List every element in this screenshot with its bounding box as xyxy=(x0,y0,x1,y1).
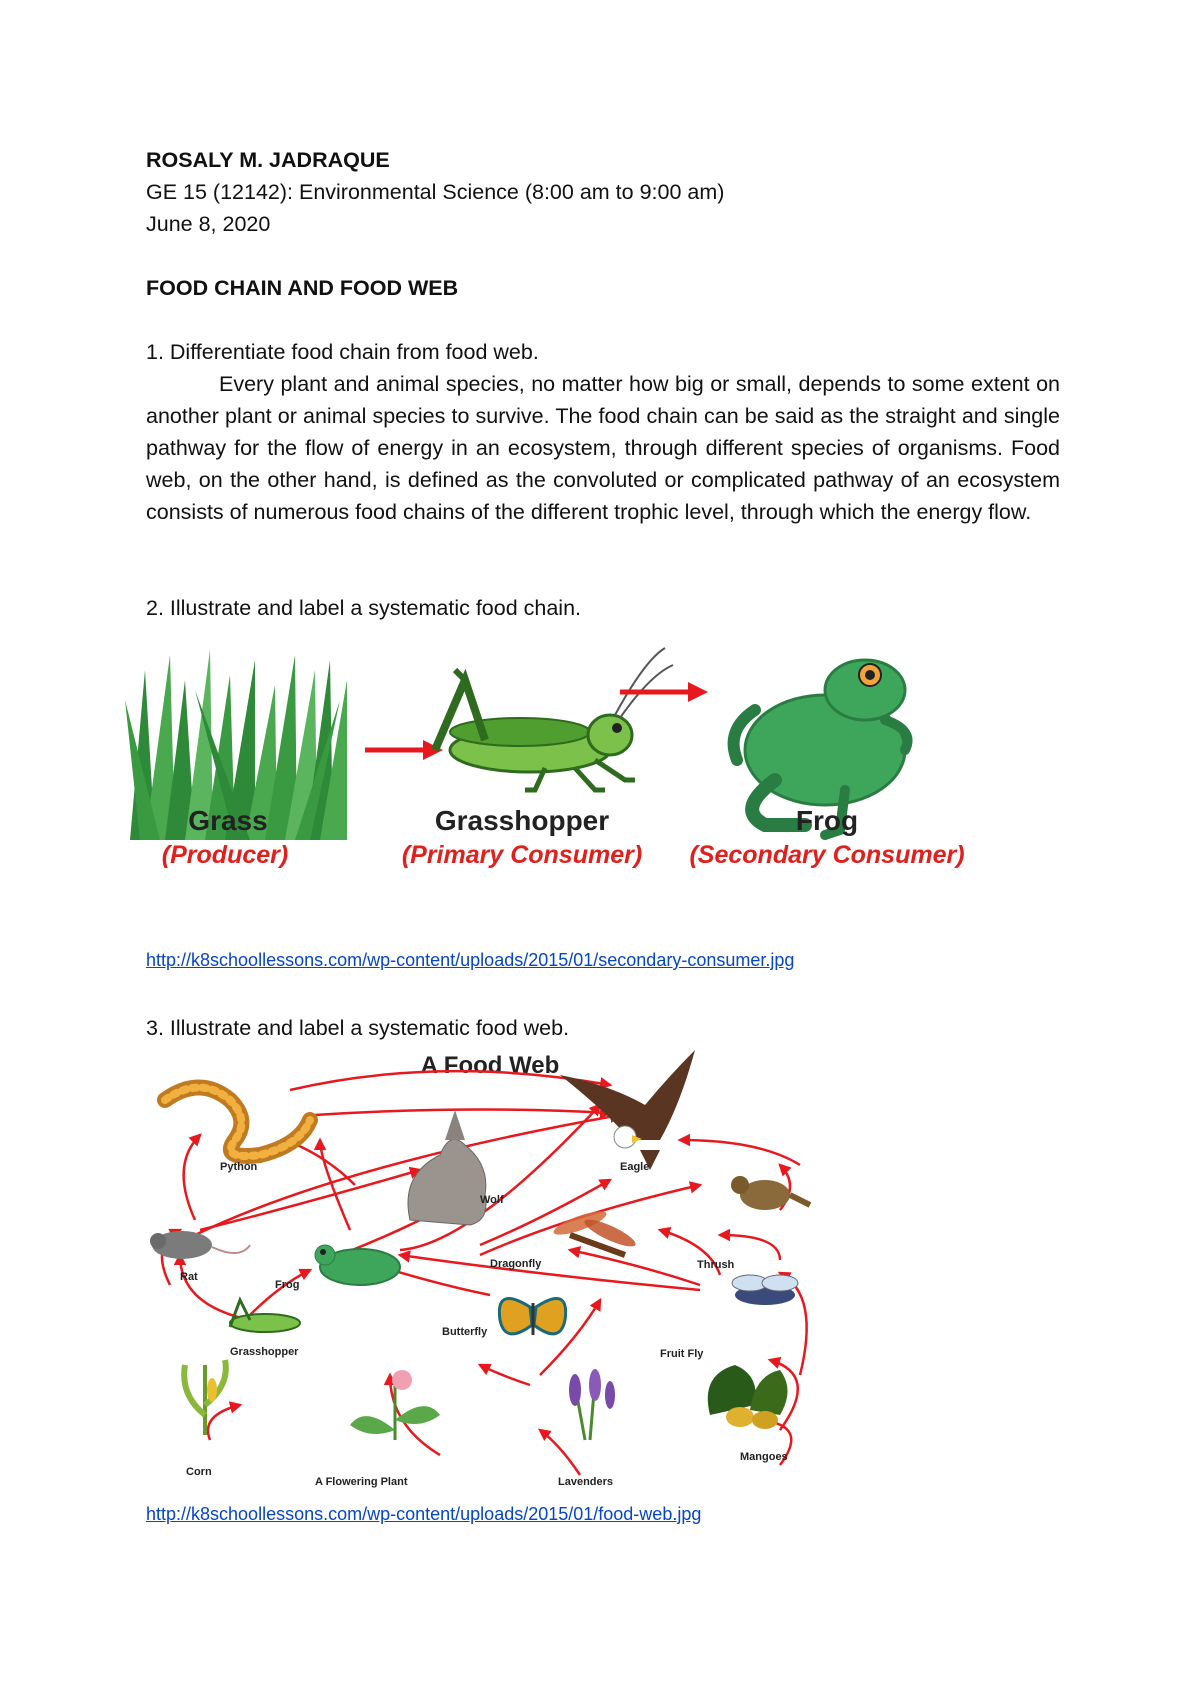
dragonfly-icon xyxy=(551,1207,638,1255)
wolf-icon xyxy=(408,1110,486,1225)
butterfly-icon xyxy=(499,1299,565,1335)
node-fruit-fly: Fruit Fly xyxy=(660,1348,704,1360)
chain-role-grasshopper: (Primary Consumer) xyxy=(401,841,643,869)
node-grasshopper: Grasshopper xyxy=(230,1346,299,1358)
eagle-icon xyxy=(560,1050,695,1170)
author-name: ROSALY M. JADRAQUE xyxy=(146,148,390,172)
node-python: Python xyxy=(220,1161,258,1173)
thrush-icon xyxy=(731,1176,810,1210)
node-dragonfly: Dragonfly xyxy=(490,1258,542,1270)
chain-label-grasshopper: Grasshopper xyxy=(434,805,610,836)
node-corn: Corn xyxy=(186,1466,212,1478)
lavenders-icon xyxy=(569,1369,615,1440)
food-web-figure xyxy=(140,1045,900,1495)
food-web-title: A Food Web xyxy=(420,1052,560,1079)
page-title: FOOD CHAIN AND FOOD WEB xyxy=(146,276,459,300)
grasshopper-icon xyxy=(435,648,673,790)
chain-role-frog: (Secondary Consumer) xyxy=(689,841,965,869)
node-flowering-plant: A Flowering Plant xyxy=(315,1476,408,1488)
arrow-icon xyxy=(365,740,443,760)
node-wolf: Wolf xyxy=(480,1194,504,1206)
node-thrush: Thrush xyxy=(697,1259,735,1271)
flowering-plant-icon xyxy=(350,1370,440,1440)
question-2: 2. Illustrate and label a systematic food chain. xyxy=(146,596,582,620)
chain-role-grass: (Producer) xyxy=(161,841,289,869)
frog-icon xyxy=(315,1245,400,1285)
node-frog: Frog xyxy=(275,1279,300,1291)
chain-label-grass: Grass xyxy=(188,805,268,836)
food-web-link[interactable]: http://k8schoollessons.com/wp-content/uploads/2015/01/food-web.jpg xyxy=(146,1504,702,1524)
node-eagle: Eagle xyxy=(620,1161,650,1173)
answer-1: Every plant and animal species, no matter how big or small, depends to some extent on another plant or animal species to survive. The food chain can be said as the straight and single pathway for the flow of energy in an ecosystem, through different species of organisms. Food web, on the other hand, is defined as the convoluted or complicated pathway of an ecosystem consists of numerous food chains of the different trophic level, through which the energy flow. xyxy=(146,372,1060,524)
question-1: 1. Differentiate food chain from food web. xyxy=(146,340,539,364)
rat-icon xyxy=(150,1231,250,1259)
python-icon xyxy=(165,1088,310,1157)
node-mangoes: Mangoes xyxy=(740,1451,788,1463)
food-chain-link[interactable]: http://k8schoollessons.com/wp-content/uploads/2015/01/secondary-consumer.jpg xyxy=(146,950,795,970)
node-rat: Rat xyxy=(180,1271,198,1283)
question-3: 3. Illustrate and label a systematic food web. xyxy=(146,1016,570,1040)
node-butterfly: Butterfly xyxy=(442,1326,488,1338)
fruit-fly-icon xyxy=(732,1275,798,1305)
grasshopper-icon xyxy=(230,1300,300,1332)
chain-label-frog: Frog xyxy=(795,805,859,836)
date-line: June 8, 2020 xyxy=(146,212,271,236)
course-line: GE 15 (12142): Environmental Science (8:00 am to 9:00 am) xyxy=(146,180,725,204)
food-chain-figure xyxy=(125,640,1070,940)
node-lavenders: Lavenders xyxy=(558,1476,614,1488)
corn-icon xyxy=(184,1360,226,1435)
mangoes-icon xyxy=(708,1365,788,1429)
